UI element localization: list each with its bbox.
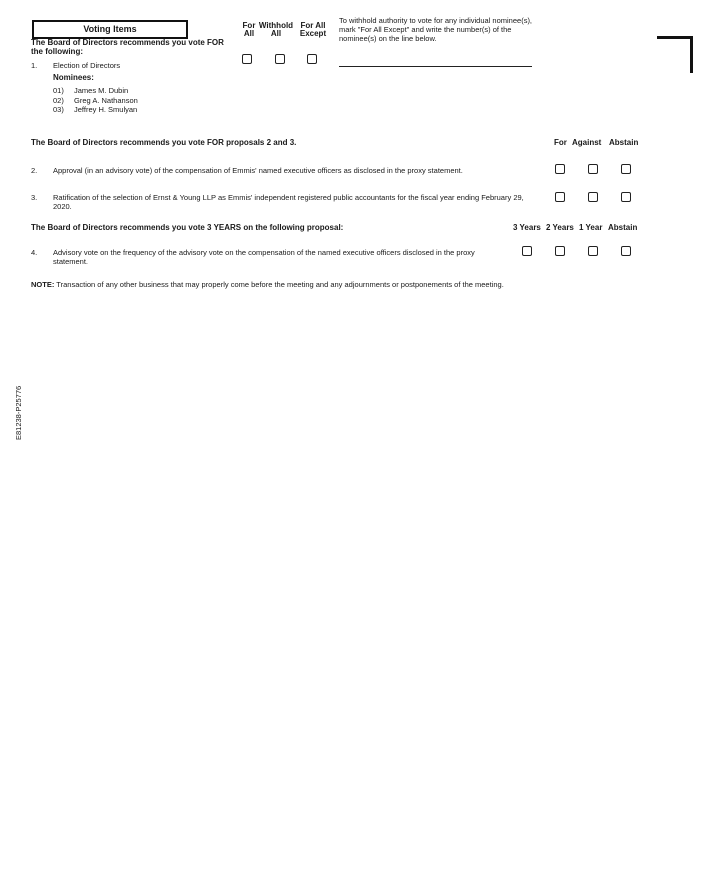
nominee-3-num: 03): [53, 105, 64, 114]
nominee-3-name: Jeffrey H. Smulyan: [74, 105, 138, 114]
item-2-for-checkbox[interactable]: [555, 164, 565, 174]
for-all-checkbox[interactable]: [242, 54, 252, 64]
item-3-against-checkbox[interactable]: [588, 192, 598, 202]
col-withhold-all: Withhold All: [258, 21, 294, 38]
col-for-all: For All: [242, 21, 256, 38]
col-for: For: [554, 138, 567, 147]
nominee-1-name: James M. Dubin: [74, 86, 129, 95]
voting-items-title: Voting Items: [32, 20, 188, 39]
nominees-label: Nominees:: [53, 73, 94, 82]
item-4-number: 4.: [31, 248, 38, 257]
col-1-year: 1 Year: [579, 223, 603, 232]
col-3-years: 3 Years: [513, 223, 541, 232]
item-3-abstain-checkbox[interactable]: [621, 192, 631, 202]
nominee-number-write-line[interactable]: [339, 66, 532, 67]
directors-recommendation: The Board of Directors recommends you vote FOR the following:: [31, 38, 224, 56]
col-abstain: Abstain: [609, 138, 639, 147]
crop-mark: [657, 36, 693, 73]
col-abstain-4: Abstain: [608, 223, 638, 232]
nominee-2-name: Greg A. Nathanson: [74, 96, 138, 105]
item-2-abstain-checkbox[interactable]: [621, 164, 631, 174]
side-code: E81238-P25776: [14, 385, 23, 440]
note: [31, 280, 541, 289]
item-1-label: Election of Directors: [53, 61, 121, 70]
item-4-abstain-checkbox[interactable]: [621, 246, 631, 256]
proposal-4-recommendation: The Board of Directors recommends you vote 3 YEARS on the following proposal:: [31, 223, 344, 232]
col-against: Against: [572, 138, 602, 147]
withhold-instructions: To withhold authority to vote for any individual nominee(s), mark "For All Except" and write the number(s) of the nominee(s) on the line below.: [339, 16, 533, 43]
item-3-for-checkbox[interactable]: [555, 192, 565, 202]
nominee-1-num: 01): [53, 86, 64, 95]
item-4-3-years-checkbox[interactable]: [522, 246, 532, 256]
col-2-years: 2 Years: [546, 223, 574, 232]
item-4-1-year-checkbox[interactable]: [588, 246, 598, 256]
note-label: NOTE:: [31, 280, 55, 289]
item-3-number: 3.: [31, 193, 38, 202]
item-2-against-checkbox[interactable]: [588, 164, 598, 174]
note-text: Transaction of any other business that may properly come before the meeting and any adjournments or postponements of the meeting.: [56, 280, 504, 289]
nominee-2-num: 02): [53, 96, 64, 105]
item-2-text: Approval (in an advisory vote) of the compensation of Emmis' named executive officers as disclosed in the proxy statement.: [53, 166, 463, 175]
for-all-except-checkbox[interactable]: [307, 54, 317, 64]
withhold-all-checkbox[interactable]: [275, 54, 285, 64]
item-4-2-years-checkbox[interactable]: [555, 246, 565, 256]
item-1-number: 1.: [31, 61, 38, 70]
item-2-number: 2.: [31, 166, 38, 175]
col-for-all-except: For All Except: [299, 21, 327, 38]
item-3-text: Ratification of the selection of Ernst & Young LLP as Emmis' independent registered public accountants for the fiscal year ending February 29, 2020.: [53, 193, 524, 211]
item-4-text: Advisory vote on the frequency of the advisory vote on the compensation of the named executive officers disclosed in the proxy statement.: [53, 248, 475, 266]
proposals-2-3-recommendation: The Board of Directors recommends you vote FOR proposals 2 and 3.: [31, 138, 297, 147]
